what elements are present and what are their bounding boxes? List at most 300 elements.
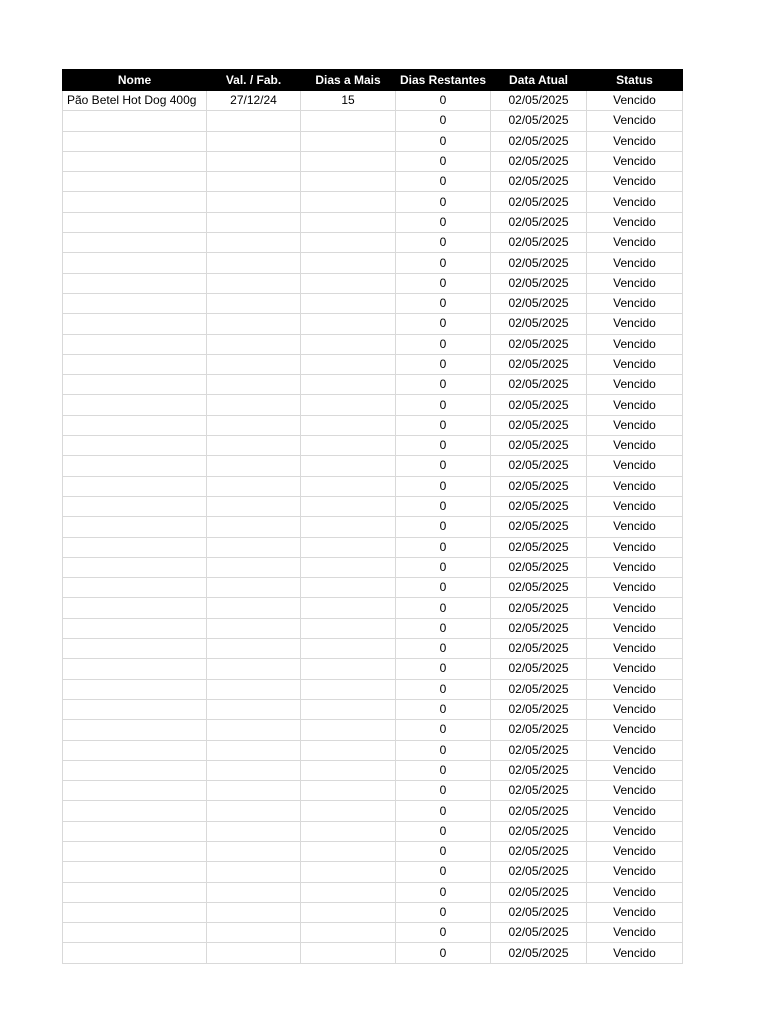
table-row	[63, 760, 683, 780]
cell-status[interactable]: Vencido	[587, 233, 683, 253]
cell-dias-a-mais[interactable]	[301, 760, 396, 780]
cell-nome[interactable]	[63, 212, 207, 232]
table-row	[63, 639, 683, 659]
cell-dias-restantes[interactable]: 0	[396, 862, 491, 882]
cell-nome[interactable]	[63, 375, 207, 395]
cell-dias-a-mais[interactable]	[301, 781, 396, 801]
cell-nome[interactable]	[63, 902, 207, 922]
cell-nome[interactable]	[63, 781, 207, 801]
cell-status[interactable]: Vencido	[587, 151, 683, 171]
cell-data-atual[interactable]: 02/05/2025	[491, 821, 587, 841]
cell-dias-a-mais[interactable]	[301, 436, 396, 456]
cell-data-atual[interactable]: 02/05/2025	[491, 131, 587, 151]
table-row	[63, 679, 683, 699]
cell-dias-restantes[interactable]: 0	[396, 902, 491, 922]
cell-dias-restantes[interactable]: 0	[396, 618, 491, 638]
cell-status[interactable]: Vencido	[587, 679, 683, 699]
table-row	[63, 699, 683, 719]
cell-dias-restantes[interactable]: 0	[396, 456, 491, 476]
cell-data-atual[interactable]: 02/05/2025	[491, 618, 587, 638]
cell-status[interactable]: Vencido	[587, 781, 683, 801]
table-row	[63, 436, 683, 456]
cell-data-atual[interactable]: 02/05/2025	[491, 395, 587, 415]
cell-val-fab[interactable]	[207, 212, 301, 232]
cell-data-atual[interactable]: 02/05/2025	[491, 943, 587, 963]
cell-dias-a-mais[interactable]	[301, 801, 396, 821]
cell-data-atual[interactable]: 02/05/2025	[491, 598, 587, 618]
cell-status[interactable]: Vencido	[587, 111, 683, 131]
cell-dias-restantes[interactable]: 0	[396, 659, 491, 679]
table-row	[63, 781, 683, 801]
cell-status[interactable]: Vencido	[587, 618, 683, 638]
cell-status[interactable]: Vencido	[587, 557, 683, 577]
cell-dias-restantes[interactable]: 0	[396, 212, 491, 232]
cell-val-fab[interactable]	[207, 395, 301, 415]
cell-status[interactable]: Vencido	[587, 334, 683, 354]
cell-dias-restantes[interactable]: 0	[396, 172, 491, 192]
cell-dias-restantes[interactable]: 0	[396, 760, 491, 780]
cell-dias-a-mais[interactable]	[301, 415, 396, 435]
cell-val-fab[interactable]	[207, 781, 301, 801]
cell-status[interactable]: Vencido	[587, 131, 683, 151]
cell-dias-restantes[interactable]: 0	[396, 496, 491, 516]
cell-status[interactable]: Vencido	[587, 639, 683, 659]
cell-dias-a-mais[interactable]	[301, 131, 396, 151]
cell-data-atual[interactable]: 02/05/2025	[491, 882, 587, 902]
cell-dias-a-mais[interactable]	[301, 882, 396, 902]
table-row	[63, 131, 683, 151]
cell-dias-a-mais[interactable]	[301, 841, 396, 861]
cell-status[interactable]: Vencido	[587, 212, 683, 232]
cell-status[interactable]: Vencido	[587, 273, 683, 293]
cell-data-atual[interactable]: 02/05/2025	[491, 151, 587, 171]
cell-dias-restantes[interactable]: 0	[396, 314, 491, 334]
cell-data-atual[interactable]: 02/05/2025	[491, 760, 587, 780]
table-row	[63, 111, 683, 131]
cell-val-fab[interactable]	[207, 740, 301, 760]
table-row	[63, 902, 683, 922]
cell-val-fab[interactable]	[207, 699, 301, 719]
cell-data-atual[interactable]: 02/05/2025	[491, 456, 587, 476]
cell-val-fab[interactable]	[207, 659, 301, 679]
cell-dias-restantes[interactable]: 0	[396, 557, 491, 577]
cell-dias-restantes[interactable]: 0	[396, 598, 491, 618]
cell-dias-a-mais[interactable]	[301, 537, 396, 557]
cell-data-atual[interactable]: 02/05/2025	[491, 476, 587, 496]
cell-nome[interactable]	[63, 233, 207, 253]
cell-dias-a-mais[interactable]	[301, 151, 396, 171]
table-row	[63, 395, 683, 415]
cell-dias-restantes[interactable]: 0	[396, 395, 491, 415]
cell-dias-restantes[interactable]: 0	[396, 639, 491, 659]
cell-dias-restantes[interactable]: 0	[396, 781, 491, 801]
cell-dias-restantes[interactable]: 0	[396, 151, 491, 171]
header-status: Status	[587, 70, 683, 91]
cell-val-fab[interactable]	[207, 293, 301, 313]
cell-status[interactable]: Vencido	[587, 395, 683, 415]
cell-val-fab[interactable]	[207, 801, 301, 821]
cell-dias-a-mais[interactable]	[301, 456, 396, 476]
cell-dias-restantes[interactable]: 0	[396, 415, 491, 435]
cell-val-fab[interactable]	[207, 598, 301, 618]
cell-status[interactable]: Vencido	[587, 943, 683, 963]
cell-dias-restantes[interactable]: 0	[396, 882, 491, 902]
cell-nome[interactable]	[63, 679, 207, 699]
cell-val-fab[interactable]	[207, 273, 301, 293]
cell-dias-restantes[interactable]: 0	[396, 273, 491, 293]
cell-status[interactable]: Vencido	[587, 314, 683, 334]
cell-data-atual[interactable]: 02/05/2025	[491, 172, 587, 192]
cell-data-atual[interactable]: 02/05/2025	[491, 740, 587, 760]
cell-status[interactable]: Vencido	[587, 456, 683, 476]
cell-nome[interactable]	[63, 192, 207, 212]
table-row	[63, 273, 683, 293]
table-row	[63, 212, 683, 232]
cell-dias-a-mais[interactable]	[301, 740, 396, 760]
cell-data-atual[interactable]: 02/05/2025	[491, 212, 587, 232]
header-dias-restantes: Dias Restantes	[396, 70, 491, 91]
cell-val-fab[interactable]	[207, 720, 301, 740]
cell-nome[interactable]	[63, 841, 207, 861]
cell-dias-restantes[interactable]: 0	[396, 233, 491, 253]
cell-dias-restantes[interactable]: 0	[396, 679, 491, 699]
cell-status[interactable]: Vencido	[587, 801, 683, 821]
cell-dias-a-mais[interactable]	[301, 253, 396, 273]
cell-nome[interactable]	[63, 496, 207, 516]
cell-status[interactable]: Vencido	[587, 902, 683, 922]
cell-dias-restantes[interactable]: 0	[396, 192, 491, 212]
table-row	[63, 923, 683, 943]
cell-val-fab[interactable]: 27/12/24	[207, 91, 301, 111]
cell-dias-a-mais[interactable]	[301, 334, 396, 354]
table-row	[63, 354, 683, 374]
cell-val-fab[interactable]	[207, 557, 301, 577]
cell-val-fab[interactable]	[207, 639, 301, 659]
table-row	[63, 456, 683, 476]
cell-data-atual[interactable]: 02/05/2025	[491, 253, 587, 273]
cell-dias-a-mais[interactable]	[301, 517, 396, 537]
cell-nome[interactable]	[63, 862, 207, 882]
cell-data-atual[interactable]: 02/05/2025	[491, 496, 587, 516]
cell-dias-a-mais[interactable]	[301, 679, 396, 699]
cell-dias-restantes[interactable]: 0	[396, 91, 491, 111]
cell-data-atual[interactable]: 02/05/2025	[491, 354, 587, 374]
cell-nome[interactable]	[63, 314, 207, 334]
cell-nome[interactable]	[63, 476, 207, 496]
cell-dias-a-mais[interactable]	[301, 618, 396, 638]
cell-nome[interactable]	[63, 639, 207, 659]
cell-val-fab[interactable]	[207, 151, 301, 171]
cell-dias-restantes[interactable]: 0	[396, 740, 491, 760]
cell-status[interactable]: Vencido	[587, 923, 683, 943]
cell-nome[interactable]	[63, 801, 207, 821]
cell-data-atual[interactable]: 02/05/2025	[491, 537, 587, 557]
cell-val-fab[interactable]	[207, 943, 301, 963]
cell-dias-a-mais[interactable]	[301, 354, 396, 374]
cell-val-fab[interactable]	[207, 334, 301, 354]
cell-status[interactable]: Vencido	[587, 517, 683, 537]
table-row	[63, 334, 683, 354]
cell-dias-restantes[interactable]: 0	[396, 923, 491, 943]
cell-data-atual[interactable]: 02/05/2025	[491, 720, 587, 740]
cell-nome[interactable]	[63, 537, 207, 557]
cell-val-fab[interactable]	[207, 192, 301, 212]
cell-nome[interactable]	[63, 517, 207, 537]
cell-status[interactable]: Vencido	[587, 659, 683, 679]
cell-nome[interactable]	[63, 618, 207, 638]
cell-data-atual[interactable]: 02/05/2025	[491, 578, 587, 598]
cell-dias-restantes[interactable]: 0	[396, 476, 491, 496]
cell-data-atual[interactable]: 02/05/2025	[491, 923, 587, 943]
cell-nome[interactable]	[63, 151, 207, 171]
cell-nome[interactable]	[63, 882, 207, 902]
cell-data-atual[interactable]: 02/05/2025	[491, 699, 587, 719]
cell-data-atual[interactable]: 02/05/2025	[491, 639, 587, 659]
spreadsheet-sheet	[62, 69, 682, 964]
cell-nome[interactable]	[63, 740, 207, 760]
cell-val-fab[interactable]	[207, 760, 301, 780]
cell-data-atual[interactable]: 02/05/2025	[491, 233, 587, 253]
cell-data-atual[interactable]: 02/05/2025	[491, 293, 587, 313]
cell-nome[interactable]	[63, 943, 207, 963]
cell-val-fab[interactable]	[207, 882, 301, 902]
cell-dias-restantes[interactable]: 0	[396, 801, 491, 821]
cell-data-atual[interactable]: 02/05/2025	[491, 902, 587, 922]
table-row	[63, 517, 683, 537]
cell-dias-a-mais[interactable]	[301, 699, 396, 719]
cell-nome[interactable]	[63, 273, 207, 293]
cell-val-fab[interactable]	[207, 578, 301, 598]
cell-dias-restantes[interactable]: 0	[396, 537, 491, 557]
cell-data-atual[interactable]: 02/05/2025	[491, 415, 587, 435]
cell-val-fab[interactable]	[207, 537, 301, 557]
cell-val-fab[interactable]	[207, 314, 301, 334]
cell-nome[interactable]	[63, 578, 207, 598]
cell-data-atual[interactable]: 02/05/2025	[491, 436, 587, 456]
cell-dias-a-mais[interactable]	[301, 172, 396, 192]
cell-nome[interactable]	[63, 659, 207, 679]
table-row	[63, 476, 683, 496]
cell-dias-a-mais[interactable]	[301, 273, 396, 293]
cell-dias-a-mais[interactable]	[301, 395, 396, 415]
cell-nome[interactable]	[63, 334, 207, 354]
cell-status[interactable]: Vencido	[587, 375, 683, 395]
cell-dias-restantes[interactable]: 0	[396, 943, 491, 963]
cell-nome[interactable]	[63, 253, 207, 273]
table-row	[63, 537, 683, 557]
cell-status[interactable]: Vencido	[587, 253, 683, 273]
cell-data-atual[interactable]: 02/05/2025	[491, 801, 587, 821]
cell-data-atual[interactable]: 02/05/2025	[491, 192, 587, 212]
cell-dias-a-mais[interactable]	[301, 557, 396, 577]
cell-status[interactable]: Vencido	[587, 578, 683, 598]
cell-nome[interactable]	[63, 598, 207, 618]
cell-nome[interactable]	[63, 131, 207, 151]
cell-dias-a-mais[interactable]	[301, 598, 396, 618]
cell-dias-restantes[interactable]: 0	[396, 436, 491, 456]
cell-data-atual[interactable]: 02/05/2025	[491, 375, 587, 395]
table-row	[63, 233, 683, 253]
cell-val-fab[interactable]	[207, 679, 301, 699]
table-row	[63, 172, 683, 192]
cell-data-atual[interactable]: 02/05/2025	[491, 517, 587, 537]
cell-dias-restantes[interactable]: 0	[396, 375, 491, 395]
table-row	[63, 415, 683, 435]
table-row	[63, 862, 683, 882]
cell-status[interactable]: Vencido	[587, 862, 683, 882]
cell-dias-a-mais[interactable]	[301, 111, 396, 131]
cell-dias-a-mais[interactable]	[301, 720, 396, 740]
cell-val-fab[interactable]	[207, 496, 301, 516]
table-row	[63, 882, 683, 902]
cell-nome[interactable]: Pão Betel Hot Dog 400g	[63, 91, 207, 111]
cell-val-fab[interactable]	[207, 253, 301, 273]
table-row	[63, 496, 683, 516]
cell-val-fab[interactable]	[207, 354, 301, 374]
cell-status[interactable]: Vencido	[587, 760, 683, 780]
table-row	[63, 801, 683, 821]
cell-val-fab[interactable]	[207, 862, 301, 882]
cell-nome[interactable]	[63, 720, 207, 740]
cell-dias-a-mais[interactable]: 15	[301, 91, 396, 111]
cell-status[interactable]: Vencido	[587, 192, 683, 212]
cell-nome[interactable]	[63, 415, 207, 435]
cell-val-fab[interactable]	[207, 923, 301, 943]
cell-dias-a-mais[interactable]	[301, 375, 396, 395]
cell-dias-restantes[interactable]: 0	[396, 293, 491, 313]
cell-data-atual[interactable]: 02/05/2025	[491, 862, 587, 882]
cell-dias-a-mais[interactable]	[301, 578, 396, 598]
cell-data-atual[interactable]: 02/05/2025	[491, 679, 587, 699]
cell-val-fab[interactable]	[207, 841, 301, 861]
cell-val-fab[interactable]	[207, 821, 301, 841]
cell-nome[interactable]	[63, 436, 207, 456]
table-row	[63, 720, 683, 740]
cell-data-atual[interactable]: 02/05/2025	[491, 273, 587, 293]
header-row	[63, 70, 683, 91]
table-row	[63, 314, 683, 334]
cell-dias-a-mais[interactable]	[301, 476, 396, 496]
cell-dias-a-mais[interactable]	[301, 862, 396, 882]
cell-dias-restantes[interactable]: 0	[396, 841, 491, 861]
cell-data-atual[interactable]: 02/05/2025	[491, 557, 587, 577]
cell-dias-restantes[interactable]: 0	[396, 334, 491, 354]
cell-val-fab[interactable]	[207, 233, 301, 253]
cell-dias-a-mais[interactable]	[301, 923, 396, 943]
cell-val-fab[interactable]	[207, 436, 301, 456]
cell-dias-restantes[interactable]: 0	[396, 578, 491, 598]
cell-nome[interactable]	[63, 293, 207, 313]
cell-val-fab[interactable]	[207, 517, 301, 537]
cell-val-fab[interactable]	[207, 172, 301, 192]
cell-status[interactable]: Vencido	[587, 821, 683, 841]
cell-status[interactable]: Vencido	[587, 293, 683, 313]
table-row	[63, 192, 683, 212]
cell-data-atual[interactable]: 02/05/2025	[491, 659, 587, 679]
cell-val-fab[interactable]	[207, 456, 301, 476]
cell-dias-restantes[interactable]: 0	[396, 253, 491, 273]
cell-dias-a-mais[interactable]	[301, 639, 396, 659]
cell-status[interactable]: Vencido	[587, 496, 683, 516]
cell-nome[interactable]	[63, 354, 207, 374]
cell-status[interactable]: Vencido	[587, 598, 683, 618]
table-row	[63, 943, 683, 963]
cell-val-fab[interactable]	[207, 415, 301, 435]
cell-status[interactable]: Vencido	[587, 720, 683, 740]
cell-dias-restantes[interactable]: 0	[396, 354, 491, 374]
cell-status[interactable]: Vencido	[587, 882, 683, 902]
cell-val-fab[interactable]	[207, 375, 301, 395]
cell-status[interactable]: Vencido	[587, 740, 683, 760]
cell-dias-a-mais[interactable]	[301, 902, 396, 922]
header-dias-a-mais: Dias a Mais	[301, 70, 396, 91]
cell-data-atual[interactable]: 02/05/2025	[491, 334, 587, 354]
table-row	[63, 151, 683, 171]
cell-val-fab[interactable]	[207, 111, 301, 131]
cell-val-fab[interactable]	[207, 618, 301, 638]
cell-data-atual[interactable]: 02/05/2025	[491, 91, 587, 111]
cell-dias-restantes[interactable]: 0	[396, 111, 491, 131]
cell-nome[interactable]	[63, 172, 207, 192]
cell-val-fab[interactable]	[207, 476, 301, 496]
cell-dias-restantes[interactable]: 0	[396, 821, 491, 841]
header-data-atual: Data Atual	[491, 70, 587, 91]
cell-status[interactable]: Vencido	[587, 436, 683, 456]
cell-status[interactable]: Vencido	[587, 537, 683, 557]
header-nome: Nome	[63, 70, 207, 91]
cell-nome[interactable]	[63, 760, 207, 780]
cell-dias-restantes[interactable]: 0	[396, 517, 491, 537]
cell-status[interactable]: Vencido	[587, 91, 683, 111]
cell-data-atual[interactable]: 02/05/2025	[491, 781, 587, 801]
cell-nome[interactable]	[63, 111, 207, 131]
cell-val-fab[interactable]	[207, 131, 301, 151]
cell-dias-restantes[interactable]: 0	[396, 131, 491, 151]
cell-data-atual[interactable]: 02/05/2025	[491, 111, 587, 131]
cell-data-atual[interactable]: 02/05/2025	[491, 314, 587, 334]
cell-nome[interactable]	[63, 699, 207, 719]
cell-nome[interactable]	[63, 456, 207, 476]
cell-status[interactable]: Vencido	[587, 841, 683, 861]
cell-status[interactable]: Vencido	[587, 699, 683, 719]
table-row	[63, 740, 683, 760]
cell-status[interactable]: Vencido	[587, 172, 683, 192]
cell-dias-restantes[interactable]: 0	[396, 699, 491, 719]
table-header	[63, 70, 683, 91]
cell-dias-a-mais[interactable]	[301, 212, 396, 232]
cell-dias-a-mais[interactable]	[301, 293, 396, 313]
cell-status[interactable]: Vencido	[587, 476, 683, 496]
cell-nome[interactable]	[63, 395, 207, 415]
cell-dias-restantes[interactable]: 0	[396, 720, 491, 740]
cell-dias-a-mais[interactable]	[301, 192, 396, 212]
cell-dias-a-mais[interactable]	[301, 659, 396, 679]
table-row	[63, 821, 683, 841]
cell-nome[interactable]	[63, 923, 207, 943]
cell-data-atual[interactable]: 02/05/2025	[491, 841, 587, 861]
cell-dias-a-mais[interactable]	[301, 821, 396, 841]
cell-dias-a-mais[interactable]	[301, 943, 396, 963]
cell-nome[interactable]	[63, 821, 207, 841]
cell-val-fab[interactable]	[207, 902, 301, 922]
cell-nome[interactable]	[63, 557, 207, 577]
table-row	[63, 659, 683, 679]
cell-dias-a-mais[interactable]	[301, 496, 396, 516]
cell-status[interactable]: Vencido	[587, 415, 683, 435]
cell-dias-a-mais[interactable]	[301, 233, 396, 253]
cell-dias-a-mais[interactable]	[301, 314, 396, 334]
cell-status[interactable]: Vencido	[587, 354, 683, 374]
